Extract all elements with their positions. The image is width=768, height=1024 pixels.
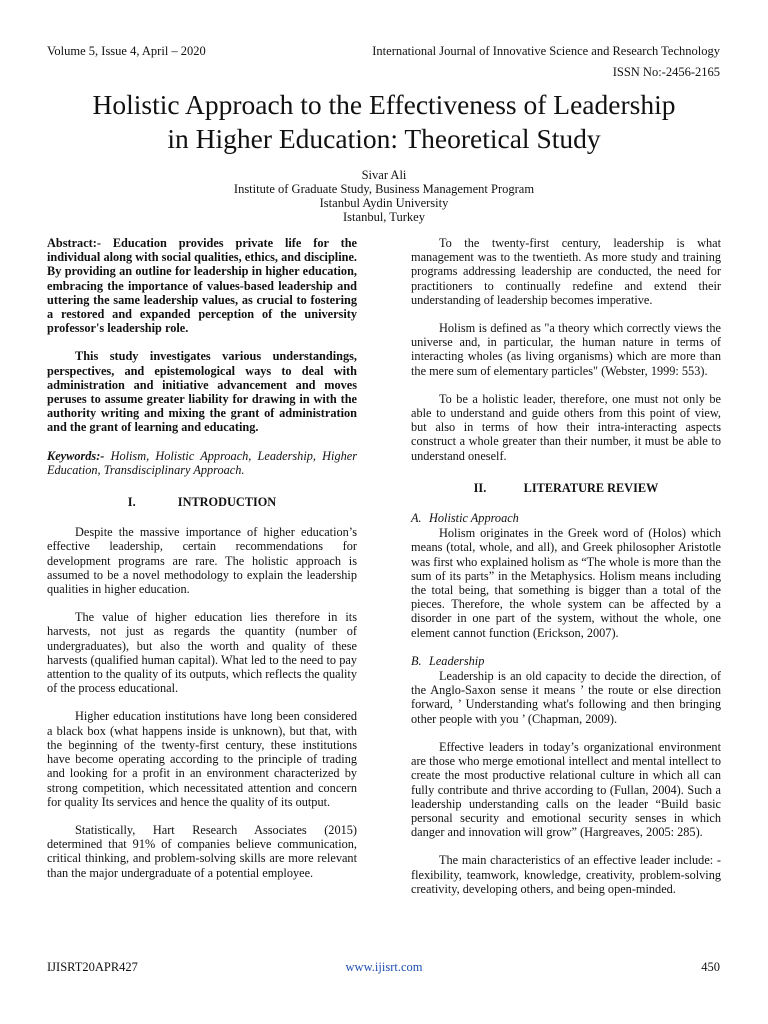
- abstract-paragraph-2: This study investigates various understandings, perspectives, and epistemological ways to deal with administration and initiative advancement and moves peruses to assume greater liability for drawing in with the authority writing and mixing the grant of administration and the grant of learning and educating.: [47, 349, 357, 435]
- section-title: LITERATURE REVIEW: [523, 480, 659, 495]
- subsection-title: Leadership: [429, 653, 485, 668]
- abstract-paragraph-1: Abstract:- Education provides private life for the individual along with social qualities, ethics, and discipline. By providing an outline for leadership in higher education, embracing the importance of values-based leadership and uttering the same leadership values, as crucial to fostering a restored and expanded perception of the university professor's leadership role.: [47, 236, 357, 336]
- intro-paragraph-4: Statistically, Hart Research Associates (2015) determined that 91% of companies believe communication, critical thinking, and problem-solving skills are more relevant than the major undergraduate of a potential employee.: [47, 822, 357, 880]
- left-column: [47, 236, 357, 894]
- title-line-2: in Higher Education: Theoretical Study: [167, 123, 601, 154]
- footer-code: IJISRT20APR427: [47, 960, 138, 974]
- author-affiliation-1: Institute of Graduate Study, Business Management Program: [233, 182, 535, 196]
- subsection-heading-leadership: [411, 654, 721, 668]
- author-name: Sivar Ali: [361, 168, 407, 182]
- intro-paragraph-1: Despite the massive importance of higher education’s effective leadership, certain recommendations for development programs are rare. The holistic approach is assumed to be a novel methodology to explain the leadership qualities in higher education.: [47, 525, 357, 597]
- author-affiliation-2: Istanbul Aydin University: [319, 196, 449, 210]
- keywords-label: Keywords:-: [47, 448, 105, 463]
- section-heading-introduction: [47, 495, 357, 509]
- section-title: INTRODUCTION: [177, 495, 277, 510]
- keywords-text: Holism, Holistic Approach, Leadership, Higher Education, Transdisciplinary Approach.: [47, 448, 357, 477]
- footer-link[interactable]: www.ijisrt.com: [345, 960, 423, 974]
- intro-paragraph-2: The value of higher education lies therefore in its harvests, not just as regards the quantity (number of undergraduates), but also the worth and quality of these harvests (qualified human capital). What led to the need to pay attention to the quality of its outputs, which reflects the quality of the process educational.: [47, 610, 357, 696]
- leadership-paragraph-3: The main characteristics of an effective leader include: - flexibility, teamwork, knowledge, creativity, problem-solving creativity, developing others, and being open-minded.: [411, 853, 721, 896]
- header-issn: ISSN No:-2456-2165: [612, 65, 720, 79]
- subsection-letter: B.: [411, 653, 422, 668]
- page-number: 450: [701, 960, 720, 974]
- author-affiliation-3: Istanbul, Turkey: [343, 210, 425, 224]
- intro-paragraph-3: Higher education institutions have long been considered a black box (what happens inside is unknown), but that, with the beginning of the twenty-first century, these institutions have become operating according to the principle of trading and looking for a profit in an environment characterized by strong competition, which necessitated attention and concern for quality Its services and hence the quality of its output.: [47, 709, 357, 809]
- right-paragraph-3: To be a holistic leader, therefore, one must not only be able to understand and guide others from this point of view, but also in terms of how their intra-interacting aspects construct a whole greater than their number, it must be able to understand oneself.: [411, 391, 721, 463]
- holistic-paragraph: Holism originates in the Greek word of (Holos) which means (total, whole, and all), and Greek philosopher Aristotle was first who explained holism as “The whole is more than the sum of its parts” in the Metaphysics. Holism means including the total being, that something is bigger than a total of the pieces. Therefore, the whole system can be affected by a disorder in one part of the system, without the whole, one element cannot function (Erickson, 2007).: [411, 526, 721, 640]
- subsection-heading-holistic-approach: [411, 511, 721, 525]
- keywords: [47, 449, 357, 477]
- leadership-paragraph-2: Effective leaders in today’s organizational environment are those who merge emotional intellect and mental intellect to create the most productive relational culture in which all can fully contribute and thrive according to (Fullan, 2004). Such a leadership understanding calls on the leader “Build basic personal security and emotional security senses in which danger and innovation will grow” (Hargreaves, 2005: 285).: [411, 739, 721, 840]
- right-column: [411, 236, 721, 910]
- header-journal: International Journal of Innovative Science and Research Technology: [372, 44, 720, 58]
- leadership-paragraph-1: Leadership is an old capacity to decide the direction, of the Anglo-Saxon sense it means ’ the route or else direction forward, ’ Understanding what's following and then bringing other people with you ’ (Chapman, 2009).: [411, 669, 721, 726]
- right-paragraph-1: To the twenty-first century, leadership is what management was to the twentieth. As more study and training programs addressing leadership are conducted, the need for practitioners to continually redefine and extend their understanding of leadership becomes imperative.: [411, 236, 721, 307]
- section-heading-literature-review: [411, 481, 721, 495]
- subsection-title: Holistic Approach: [429, 511, 519, 526]
- page-title: [40, 88, 728, 156]
- right-paragraph-2: Holism is defined as "a theory which correctly views the universe and, in particular, the human nature in terms of interacting wholes (as living organisms) which are more than the mere sum of elementary particles" (Webster, 1999: 553).: [411, 321, 721, 378]
- title-line-1: Holistic Approach to the Effectiveness of Leadership: [92, 89, 676, 120]
- section-number: I.: [127, 495, 136, 510]
- subsection-letter: A.: [411, 511, 422, 526]
- section-number: II.: [473, 480, 487, 495]
- header-volume: Volume 5, Issue 4, April – 2020: [47, 44, 206, 58]
